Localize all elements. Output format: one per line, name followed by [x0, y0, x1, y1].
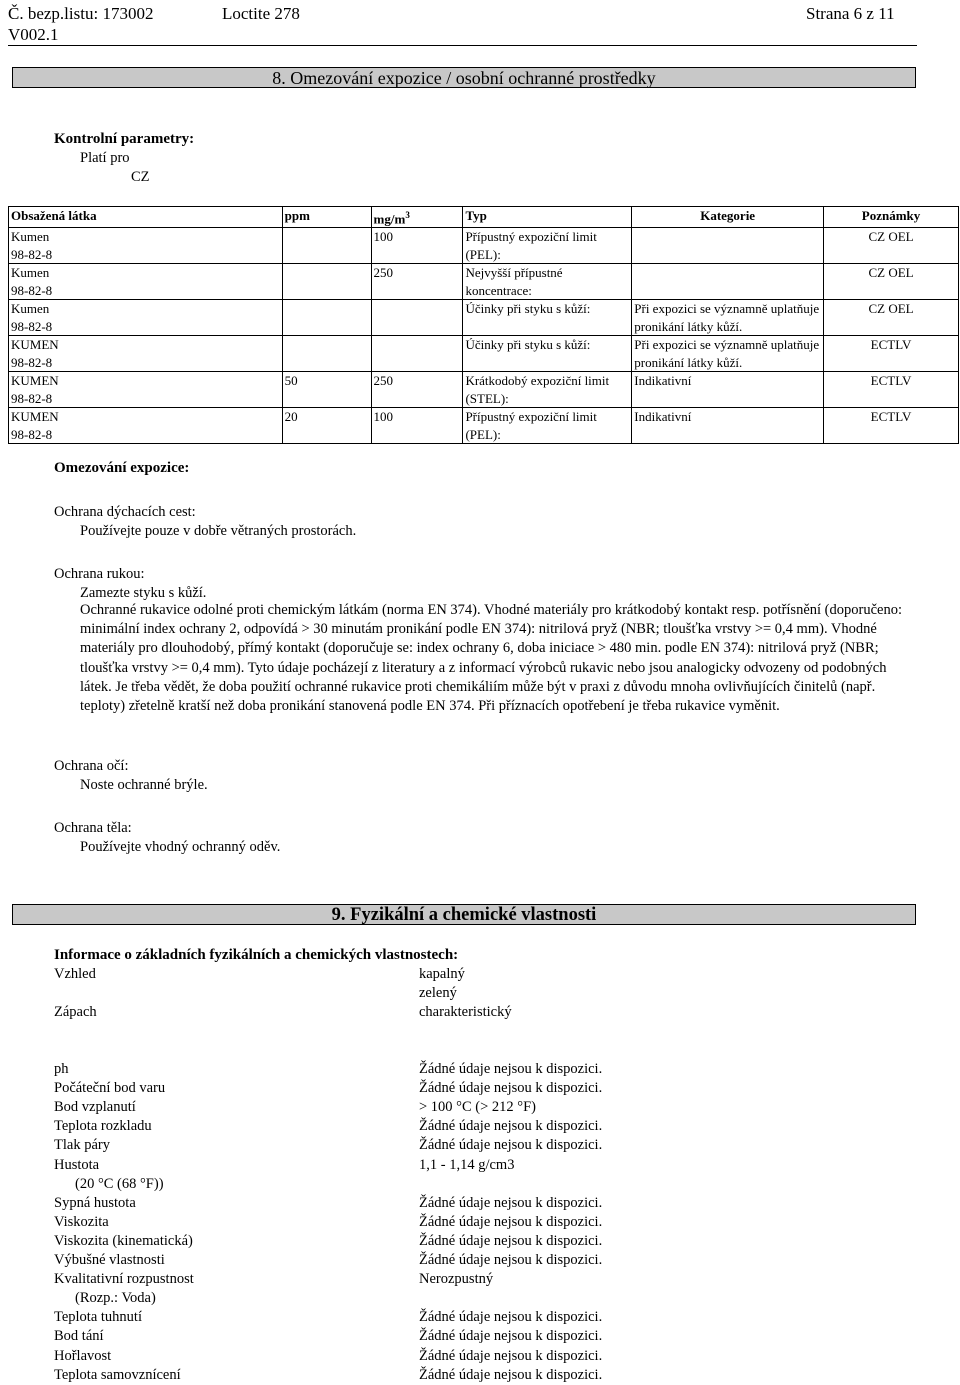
- page-number: Strana 6 z 11: [806, 4, 895, 23]
- exposure-controls-title: Omezování expozice:: [54, 460, 190, 476]
- cas-number: 98-82-8: [11, 354, 53, 370]
- property-label: ph: [54, 1061, 69, 1077]
- property-label: Sypná hustota: [54, 1194, 136, 1211]
- table-row: [9, 300, 959, 336]
- cas-number: 98-82-8: [11, 426, 53, 442]
- cell-ppm: [282, 228, 371, 264]
- cell-mgm3: 100: [371, 408, 463, 444]
- table-header-row: [9, 207, 959, 228]
- cell-ppm: [282, 336, 371, 372]
- property-label: Bod tání: [54, 1328, 104, 1345]
- cell-ppm: [282, 300, 371, 336]
- control-params-title: Kontrolní parametry:: [54, 131, 195, 147]
- property-value: Žádné údaje nejsou k dispozici.: [419, 1328, 603, 1345]
- property-label: (20 °C (68 °F)): [75, 1175, 164, 1192]
- property-value: Žádné údaje nejsou k dispozici.: [419, 1347, 603, 1364]
- property-label: Počáteční bod varu: [54, 1080, 166, 1097]
- cell-substance: [9, 264, 283, 300]
- section-9-title: 9. Fyzikální a chemické vlastnosti: [12, 904, 916, 925]
- respiratory-protection-label: Ochrana dýchacích cest:: [54, 504, 196, 520]
- substance-name: KUMEN: [11, 337, 59, 353]
- cell-type: Krátkodobý expoziční limit (STEL):: [463, 372, 632, 408]
- cell-mgm3: 250: [371, 264, 463, 300]
- header-category: Kategorie: [632, 207, 824, 228]
- substance-name: Kumen: [11, 229, 50, 245]
- property-value: Žádné údaje nejsou k dispozici.: [419, 1232, 603, 1249]
- cell-ppm: [282, 264, 371, 300]
- body-protection-text: Používejte vhodný ochranný oděv.: [80, 839, 281, 855]
- eye-protection-text: Noste ochranné brýle.: [80, 777, 208, 793]
- table-row: [9, 336, 959, 372]
- odor-label: Zápach: [54, 1004, 97, 1020]
- cell-type: Přípustný expoziční limit (PEL):: [463, 228, 632, 264]
- cell-type: Účinky při styku s kůží:: [463, 300, 632, 336]
- product-name: Loctite 278: [222, 4, 300, 23]
- property-label: Bod vzplanutí: [54, 1099, 136, 1116]
- physchem-info-title: Informace o základních fyzikálních a chemických vlastnostech:: [54, 947, 459, 963]
- appearance-value-2: zelený: [419, 985, 457, 1001]
- cell-substance: [9, 228, 283, 264]
- appearance-label: Vzhled: [54, 966, 96, 982]
- document-number: Č. bezp.listu: 173002: [8, 4, 154, 23]
- body-protection-label: Ochrana těla:: [54, 820, 132, 836]
- cell-notes: ECTLV: [824, 372, 959, 408]
- table-row: [9, 372, 959, 408]
- header-mgm3-exponent: 3: [405, 210, 410, 220]
- property-value: Žádné údaje nejsou k dispozici.: [419, 1061, 603, 1077]
- substance-name: KUMEN: [11, 373, 59, 389]
- exposure-limits-table: [8, 206, 959, 444]
- odor-value: charakteristický: [419, 1004, 512, 1020]
- cell-category: [632, 264, 824, 300]
- cell-category: [632, 228, 824, 264]
- cell-category: Při expozici se významně uplatňuje pronikání látky kůží.: [632, 336, 824, 372]
- substance-name: Kumen: [11, 265, 50, 281]
- cell-type: Účinky při styku s kůží:: [463, 336, 632, 372]
- property-label: (Rozp.: Voda): [75, 1290, 156, 1307]
- cell-substance: [9, 372, 283, 408]
- property-value: Žádné údaje nejsou k dispozici.: [419, 1252, 603, 1268]
- property-value: Žádné údaje nejsou k dispozici.: [419, 1309, 603, 1326]
- respiratory-protection-text: Používejte pouze v dobře větraných prostorách.: [80, 523, 357, 539]
- cas-number: 98-82-8: [11, 282, 53, 298]
- cell-notes: CZ OEL: [824, 300, 959, 336]
- cell-category: Indikativní: [632, 372, 824, 408]
- country-code: CZ: [131, 169, 150, 185]
- header-mgm3: [371, 207, 463, 228]
- property-label: Hořlavost: [54, 1347, 112, 1364]
- section-8-title: 8. Omezování expozice / osobní ochranné prostředky: [12, 67, 916, 88]
- cell-notes: CZ OEL: [824, 264, 959, 300]
- cell-mgm3: 100: [371, 228, 463, 264]
- hand-protection-text: Ochranné rukavice odolné proti chemickým látkám (norma EN 374). Vhodné materiály pro krátkodobý kontakt resp. potřísnění (doporučeno: minimální index ochrany 2, odpovídá > 30 minutám pronikání podle EN 374): nitrilová pryž (NBR; tloušťka vrstvy >= 0,4 mm). Vhodné materiály pro dlouhodobý, přímý kontakt (doporučuje se: index ochrany 6, doba iniciace > 480 min. podle EN 374): nitrilová pryž (NBR; tloušťka vrstvy >= 0,4 mm). Tyto údaje pocházejí z literatury a z informací výrobců rukavic nebo jsou analogicky odvozeny od podobných látek. Je třeba vědět, že doba použití ochranné rukavice proti chemikáliím může být v praxi z důvodu mnoha ovlivňujících činitelů (např. teploty) zřetelně kratší než doba pronikání stanovená podle EN 374. Při příznacích opotřebení je třeba rukavice vyměnit.: [80, 602, 902, 715]
- substance-name: Kumen: [11, 301, 50, 317]
- hand-protection-label: Ochrana rukou:: [54, 566, 145, 582]
- cell-type: Nejvyšší přípustné koncentrace:: [463, 264, 632, 300]
- property-value: Žádné údaje nejsou k dispozici.: [419, 1213, 603, 1230]
- eye-protection-label: Ochrana očí:: [54, 758, 129, 774]
- appearance-value-1: kapalný: [419, 966, 465, 982]
- cell-mgm3: [371, 300, 463, 336]
- property-value: Žádné údaje nejsou k dispozici.: [419, 1118, 603, 1135]
- table-row: [9, 264, 959, 300]
- table-row: [9, 408, 959, 444]
- header-ppm: ppm: [282, 207, 371, 228]
- substance-name: KUMEN: [11, 409, 59, 425]
- cell-mgm3: [371, 336, 463, 372]
- property-value: Žádné údaje nejsou k dispozici.: [419, 1194, 603, 1211]
- property-value: Žádné údaje nejsou k dispozici.: [419, 1080, 603, 1097]
- cas-number: 98-82-8: [11, 246, 53, 262]
- cell-notes: ECTLV: [824, 408, 959, 444]
- property-value: > 100 °C (> 212 °F): [419, 1099, 536, 1116]
- property-label: Teplota rozkladu: [54, 1118, 152, 1135]
- cell-notes: CZ OEL: [824, 228, 959, 264]
- property-value: Žádné údaje nejsou k dispozici.: [419, 1366, 603, 1383]
- cell-ppm: 50: [282, 372, 371, 408]
- cell-substance: [9, 408, 283, 444]
- cell-substance: [9, 336, 283, 372]
- cell-category: Při expozici se významně uplatňuje pronikání látky kůží.: [632, 300, 824, 336]
- table-row: [9, 228, 959, 264]
- header-type: Typ: [463, 207, 632, 228]
- cell-substance: [9, 300, 283, 336]
- cell-mgm3: 250: [371, 372, 463, 408]
- cell-notes: ECTLV: [824, 336, 959, 372]
- property-label: Tlak páry: [54, 1137, 110, 1154]
- header-substance: Obsažená látka: [9, 207, 283, 228]
- cell-category: Indikativní: [632, 408, 824, 444]
- property-value: 1,1 - 1,14 g/cm3: [419, 1156, 515, 1173]
- property-value: Žádné údaje nejsou k dispozici.: [419, 1137, 603, 1154]
- property-label: Teplota samovznícení: [54, 1366, 181, 1383]
- header-mgm3-base: mg/m: [373, 211, 406, 227]
- valid-for-label: Platí pro: [80, 150, 130, 166]
- property-label: Hustota: [54, 1156, 100, 1173]
- property-value: Nerozpustný: [419, 1271, 494, 1288]
- property-label: Viskozita (kinematická): [54, 1232, 193, 1249]
- property-label: Viskozita: [54, 1213, 109, 1230]
- cell-type: Přípustný expoziční limit (PEL):: [463, 408, 632, 444]
- cas-number: 98-82-8: [11, 318, 53, 334]
- cell-ppm: 20: [282, 408, 371, 444]
- property-label: Kvalitativní rozpustnost: [54, 1271, 194, 1288]
- property-label: Teplota tuhnutí: [54, 1309, 142, 1326]
- header-notes: Poznámky: [824, 207, 959, 228]
- property-label: Výbušné vlastnosti: [54, 1252, 165, 1268]
- hand-protection-line1: Zamezte styku s kůží.: [80, 585, 207, 601]
- header-rule: [8, 45, 917, 46]
- document-version: V002.1: [8, 25, 59, 44]
- cas-number: 98-82-8: [11, 390, 53, 406]
